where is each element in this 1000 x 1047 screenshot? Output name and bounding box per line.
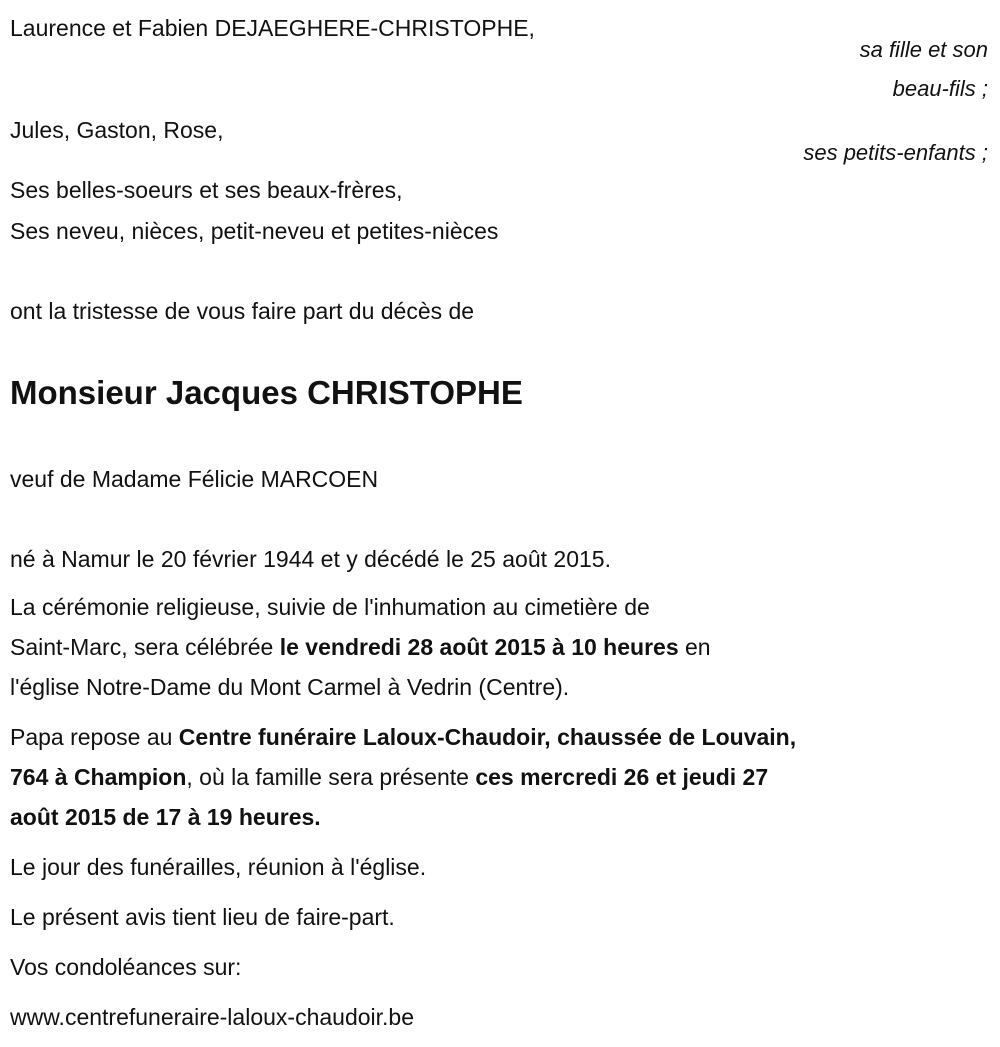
repose-text-middle: , où la famille sera présente: [186, 764, 476, 790]
repose-line1: [10, 722, 796, 752]
notice: Le présent avis tient lieu de faire-part.: [10, 904, 395, 930]
ceremony-line2: [10, 632, 711, 662]
ceremony-text-end: en: [678, 634, 711, 660]
widower-of: veuf de Madame Félicie MARCOEN: [10, 466, 379, 492]
deceased-name: Monsieur Jacques CHRISTOPHE: [10, 374, 523, 411]
other-relatives-2: Ses neveu, nièces, petit-neveu et petites-nièces: [10, 218, 499, 244]
ceremony-text: Saint-Marc, sera célébrée: [10, 634, 280, 660]
repose-location-city: 764 à Champion: [10, 764, 187, 790]
visiting-days: ces mercredi 26 et jeudi 27: [475, 764, 769, 790]
other-relatives-1: Ses belles-soeurs et ses beaux-frères,: [10, 177, 403, 203]
relation-grandchildren: ses petits-enfants ;: [803, 140, 988, 165]
ceremony-line3: l'église Notre-Dame du Mont Carmel à Vedrin (Centre).: [10, 674, 570, 700]
announcement: ont la tristesse de vous faire part du décès de: [10, 298, 475, 324]
funeral-day: Le jour des funérailles, réunion à l'église.: [10, 854, 427, 880]
birth-death: né à Namur le 20 février 1944 et y décédé le 25 août 2015.: [10, 546, 611, 572]
repose-location: Centre funéraire Laloux-Chaudoir, chaussée de Louvain,: [178, 724, 797, 750]
website-link[interactable]: www.centrefuneraire-laloux-chaudoir.be: [10, 1004, 414, 1030]
repose-line3: [10, 802, 321, 832]
condolences-label: Vos condoléances sur:: [10, 954, 242, 980]
family-grandchildren-names: Jules, Gaston, Rose,: [10, 117, 224, 143]
ceremony-line1: La cérémonie religieuse, suivie de l'inhumation au cimetière de: [10, 594, 650, 620]
repose-text: Papa repose au: [10, 724, 179, 750]
ceremony-date: le vendredi 28 août 2015 à 10 heures: [279, 634, 679, 660]
relation-daughter-line1: sa fille et son: [859, 37, 988, 62]
repose-line2: [10, 762, 768, 792]
family-daughter-names: Laurence et Fabien DEJAEGHERE-CHRISTOPHE,: [10, 15, 535, 41]
visiting-hours: août 2015 de 17 à 19 heures.: [10, 804, 321, 830]
relation-daughter-line2: beau-fils ;: [892, 76, 988, 101]
